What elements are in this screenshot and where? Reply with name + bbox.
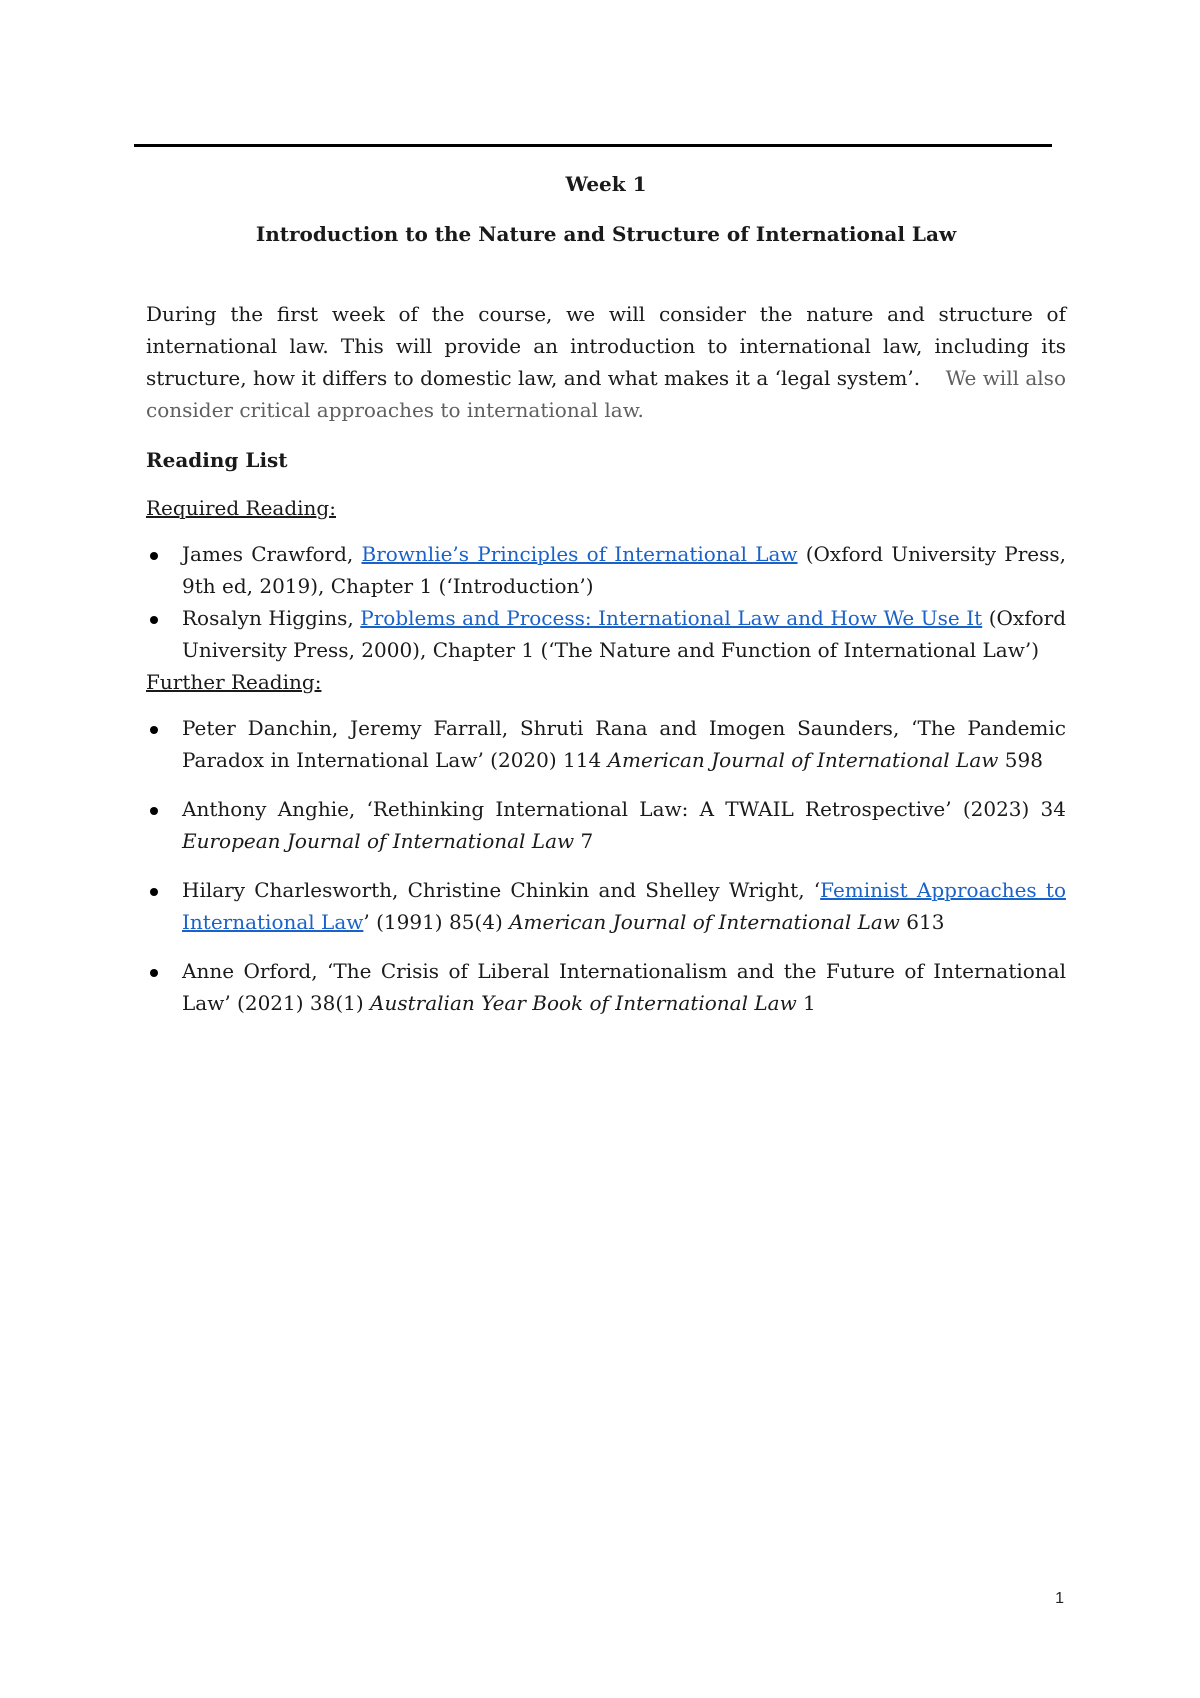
bullet-icon bbox=[150, 807, 158, 815]
list-item bbox=[146, 955, 1066, 1019]
reference-text: Anthony Anghie, ‘Rethinking International Law: A TWAIL Retrospective’ (2023) 34 bbox=[182, 797, 1066, 821]
reference-link[interactable]: Problems and Process: International Law and How We Use It bbox=[360, 606, 983, 630]
intro-text: During the first week of the course, we will consider the nature and structure of international law. This will provide an introduction to international law, including its structure, how it differs to domestic law, and what makes it a ‘legal system’. bbox=[146, 302, 1066, 390]
further-reading-heading: Further Reading: bbox=[146, 670, 322, 694]
reference-details: (Oxford University Press, 9th ed, 2019), Chapter 1 (‘Introduction’) bbox=[182, 542, 1066, 598]
intro-text-muted: We will also consider critical approaches to international law. bbox=[146, 366, 1066, 422]
list-item bbox=[146, 874, 1066, 938]
reference-details: (Oxford University Press, 2000), Chapter 1 (‘The Nature and Function of International Law’) bbox=[182, 606, 1066, 662]
page-title: Introduction to the Nature and Structure of International Law bbox=[255, 222, 957, 246]
required-reading-heading: Required Reading: bbox=[146, 496, 336, 520]
reference-text: Anne Orford, ‘The Crisis of Liberal Internationalism and the Future of International Law’ (2021) 38(1) bbox=[182, 959, 1066, 1015]
journal-title: American Journal of International Law bbox=[607, 748, 999, 772]
reference-author: Rosalyn Higgins, bbox=[182, 606, 361, 630]
reading-list-heading: Reading List bbox=[146, 448, 288, 472]
list-item bbox=[146, 538, 1066, 602]
page-number: 1 bbox=[1055, 1590, 1064, 1607]
bullet-icon bbox=[150, 888, 158, 896]
reference-page: 598 bbox=[998, 748, 1043, 772]
page-content bbox=[146, 168, 1066, 1036]
reference-text: Peter Danchin, Jeremy Farrall, Shruti Rana and Imogen Saunders, ‘The Pandemic Paradox in International Law’ (2020) 114 bbox=[182, 716, 1066, 772]
further-reading-list bbox=[146, 712, 1066, 1019]
list-item bbox=[146, 712, 1066, 776]
reference-link[interactable]: Feminist Approaches to International Law bbox=[182, 878, 1066, 934]
intro-paragraph bbox=[146, 298, 1066, 426]
reference-page: 613 bbox=[899, 910, 945, 934]
week-label: Week 1 bbox=[565, 172, 647, 196]
reference-author: James Crawford, bbox=[182, 542, 362, 566]
reference-page: 7 bbox=[574, 829, 594, 853]
journal-title: Australian Year Book of International Law bbox=[370, 991, 797, 1015]
reference-page: 1 bbox=[796, 991, 816, 1015]
reference-text: Hilary Charlesworth, Christine Chinkin and Shelley Wright, ‘ bbox=[182, 878, 821, 902]
reference-link[interactable]: Brownlie’s Principles of International Law bbox=[361, 542, 798, 566]
top-horizontal-rule bbox=[134, 144, 1052, 147]
bullet-icon bbox=[150, 726, 158, 734]
journal-title: European Journal of International Law bbox=[182, 829, 575, 853]
required-reading-list bbox=[146, 538, 1066, 666]
bullet-icon bbox=[150, 616, 158, 624]
reference-details: ’ (1991) 85(4) bbox=[363, 910, 510, 934]
journal-title: American Journal of International Law bbox=[509, 910, 900, 934]
list-item bbox=[146, 602, 1066, 666]
bullet-icon bbox=[150, 552, 158, 560]
list-item bbox=[146, 793, 1066, 857]
bullet-icon bbox=[150, 969, 158, 977]
